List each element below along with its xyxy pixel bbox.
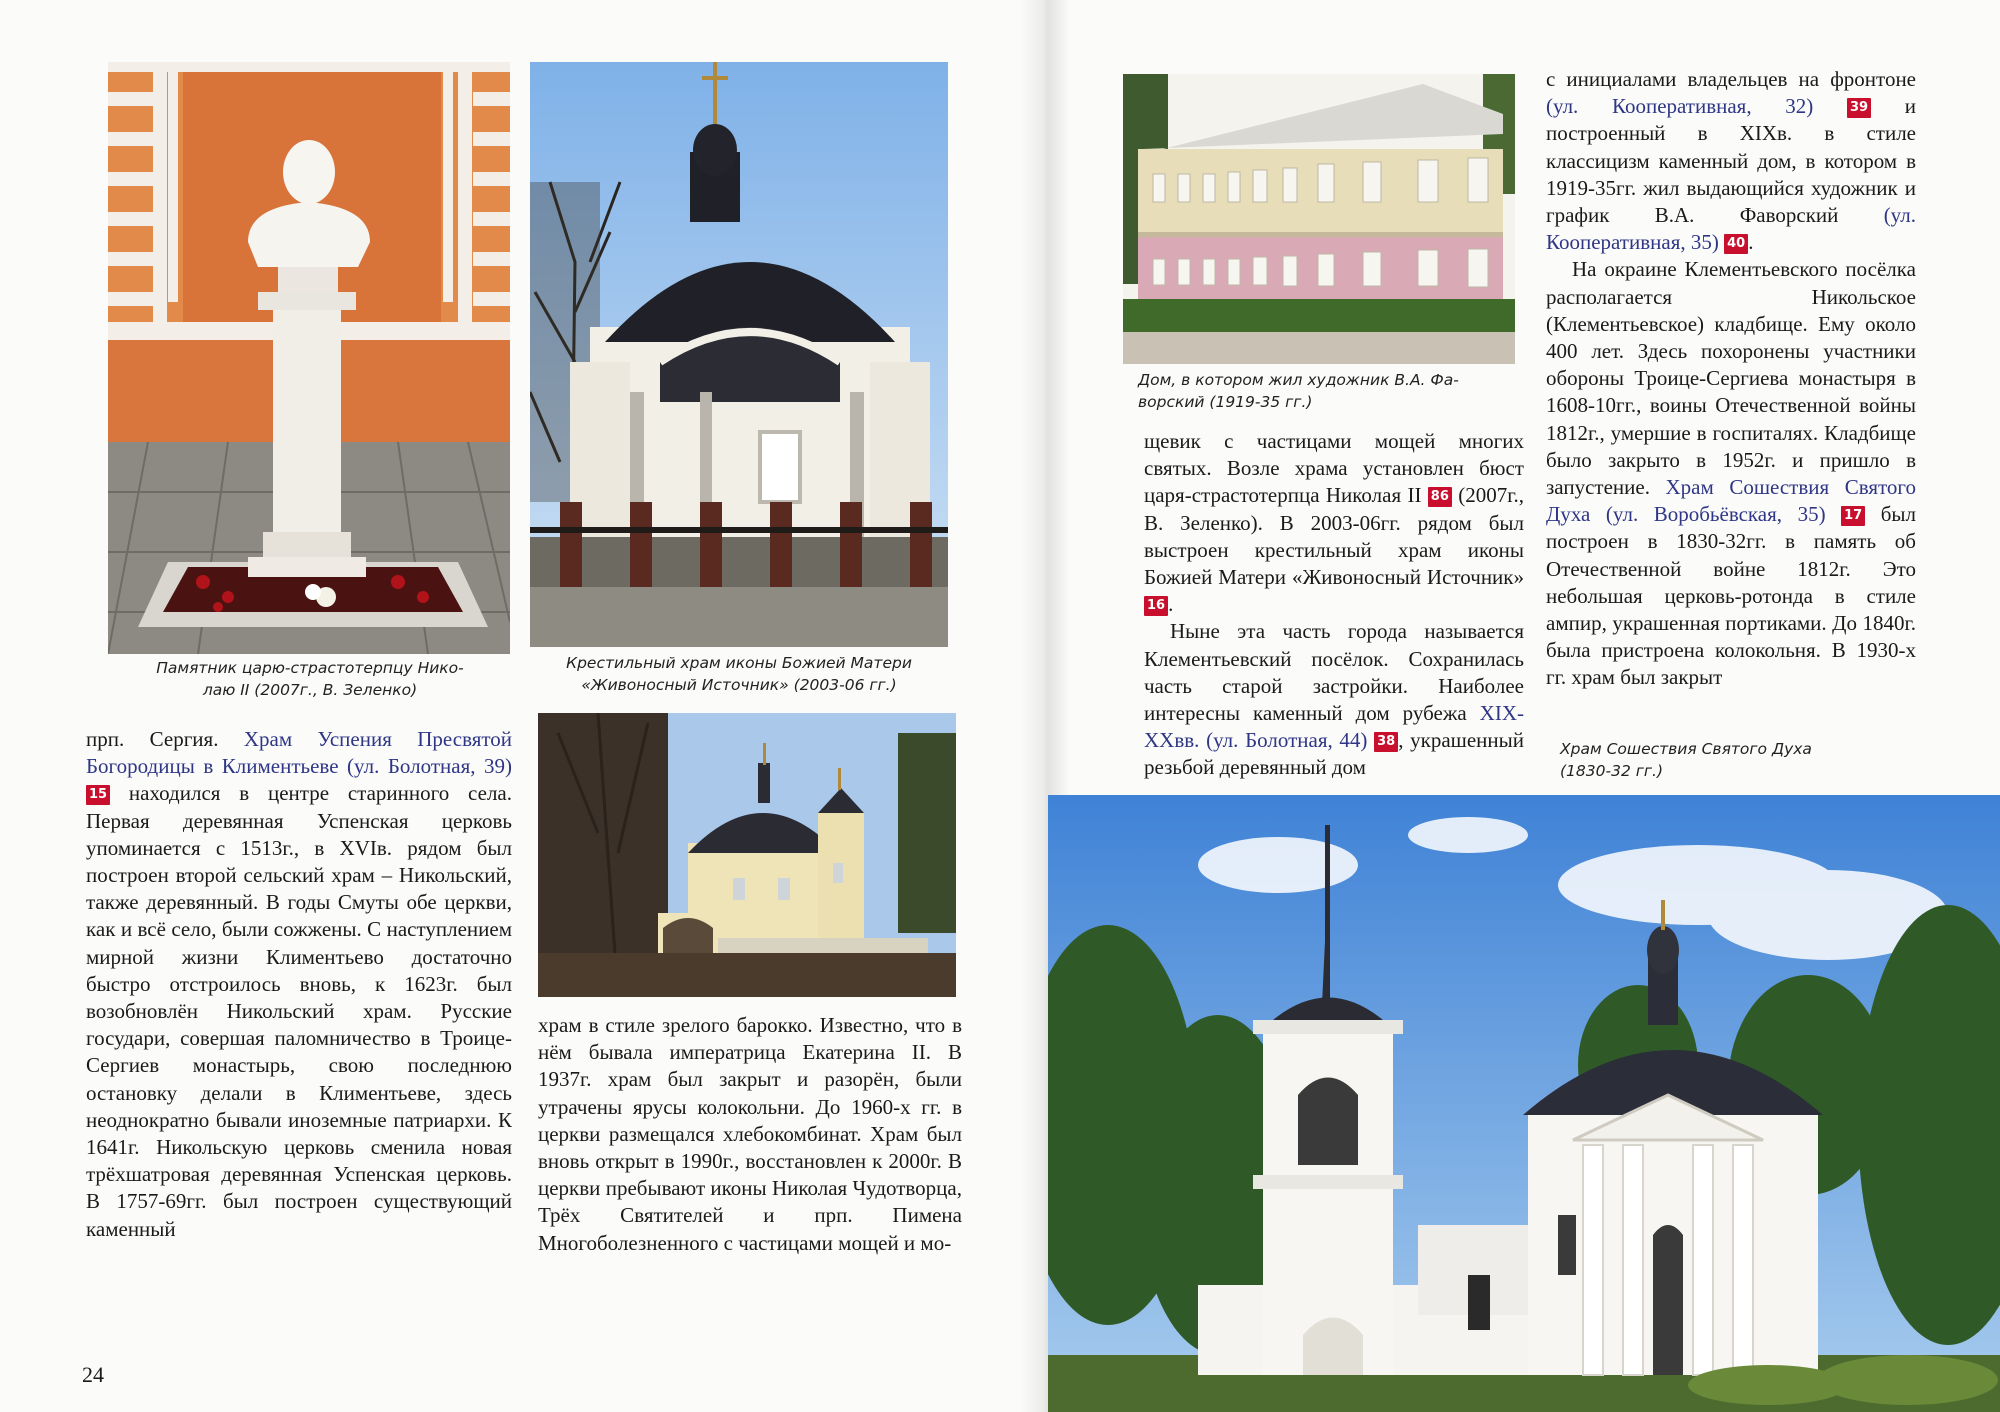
link-kooperativnaya-35: (ул. Кооперативная, 35) <box>1546 203 1916 255</box>
text-column-1 <box>86 726 512 1243</box>
map-marker-badge: 16 <box>1144 596 1168 616</box>
caption-bust: Памятник царю-страстотерпцу Нико- лаю II (2007г., В. Зеленко) <box>156 659 464 699</box>
photo-bust-nicholas <box>108 62 510 654</box>
photo-holy-spirit-church <box>1048 795 2000 1412</box>
link-bolotnaya-44: XIX-XXвв. (ул. Болотная, 44) <box>1144 701 1524 753</box>
page-number: 24 <box>82 1362 104 1387</box>
link-assumption-church: Храм Успения Пресвятой Богородицы в Климентьеве (ул. Болотная, 39) <box>86 727 513 779</box>
paragraph-assumption-church: прп. Сергия. Храм Успения Пресвятой Богородицы в Климентьеве (ул. Болотная, 39) 15 находился в центре старинного села. Первая деревянная Успенская церковь упоминается с 1513г., в XVIв. рядом был построен второй сельский храм – Никольский, также деревянный. В годы Смуты обе церкви, как и всё село, были сожжены. С наступлением мирной жизни Климентьево достаточно быстро отстроилось вновь, к 1623г. был возобновлён Никольский храм. Русские государи, совершая паломничество в Троице-Сергиев монастырь, свою последнюю остановку делали в Климентьеве, здесь неоднократно бывали иноземные патриархи. К 1641г. Никольскую церковь сменила новая трёхшатровая деревянная Успенская церковь. В 1757-69гг. был построен существующий каменный <box>86 727 513 1241</box>
paragraph-baroque-church: храм в стиле зрелого барокко. Известно, что в нём бывала императрица Екатерина II. В 1937г. храм был закрыт и разорён, были утрачены ярусы колокольни. До 1960-х гг. в церкви размещался хлебокомбинат. Храм был вновь открыт в 1990г., восстановлен к 2000г. В церкви пребывают иконы Николая Чудотворца, Трёх Святителей и прп. Пимена Многоболезненного с частицами мощей и мо- <box>538 1013 962 1255</box>
map-marker-badge: 39 <box>1847 98 1871 118</box>
map-marker-badge: 86 <box>1428 487 1452 507</box>
text-column-4 <box>1546 66 1916 692</box>
photo-favorsky-house <box>1123 74 1515 364</box>
caption-holy-spirit-church: Храм Сошествия Святого Духа (1830-32 гг.) <box>1560 740 1812 780</box>
map-marker-badge: 38 <box>1374 732 1398 752</box>
link-holy-spirit-church: Храм Сошествия Святого Духа (ул. Воробьёвская, 35) <box>1546 475 1916 527</box>
photo-assumption-church <box>538 713 956 997</box>
caption-cross-church: Крестильный храм иконы Божией Матери «Живоносный Источник» (2003-06 гг.) <box>566 654 912 694</box>
map-marker-badge: 40 <box>1724 234 1748 254</box>
paragraph-favorsky-house: с инициалами владельцев на фронтоне (ул. Кооперативная, 32) 39 и построенный в XIXв. в стиле классицизм каменный дом, в котором в 1919-35гг. жил выдающийся художник и график В.А. Фаворский (ул. Кооперативная, 35) 40 . <box>1546 67 1917 255</box>
paragraph-nikolskoe-cemetery: На окраине Клементьевского посёлка располагается Никольское (Клементьевское) кладбище. Ему около 400 лет. Здесь похоронены участники обороны Троице-Сергиева монастыря в 1608-10гг., воины Отечественной войны 1812г., умершие в госпиталях. Кладбище было закрыто в 1952г. и пришло в запустение. Храм Сошествия Святого Духа (ул. Воробьёвская, 35) 17 был построен в 1830-32гг. в память об Отечественной войне 1812г. Это небольшая церковь-ротонда в стиле ампир, украшенная портиками. До 1840г. была пристроена колокольня. В 1930-х гг. храм был закрыт <box>1546 257 1917 690</box>
photo-cross-church <box>530 62 948 647</box>
text-column-3 <box>1144 428 1524 782</box>
caption-favorsky-house: Дом, в котором жил художник В.А. Фа- ворский (1919-35 гг.) <box>1138 371 1459 411</box>
map-marker-badge: 15 <box>86 785 110 805</box>
link-kooperativnaya-32: (ул. Кооперативная, 32) <box>1546 94 1814 119</box>
paragraph-bust-and-font: щевик с частицами мощей многих святых. Возле храма установлен бюст царя-страстотерпца Николая II 86 (2007г., В. Зеленко). В 2003-06гг. рядом был выстроен крестильный храм иконы Божией Матери «Живоносный Источник» 16 . <box>1144 429 1524 617</box>
paragraph-klementyevsky-settlement: Ныне эта часть города называется Клементьевский посёлок. Сохранилась часть старой застройки. Наиболее интересны каменный дом рубежа XIX-XXвв. (ул. Болотная, 44) 38 , украшенный резьбой деревянный дом <box>1144 619 1525 780</box>
text-column-2 <box>538 1012 962 1257</box>
map-marker-badge: 17 <box>1841 506 1865 526</box>
